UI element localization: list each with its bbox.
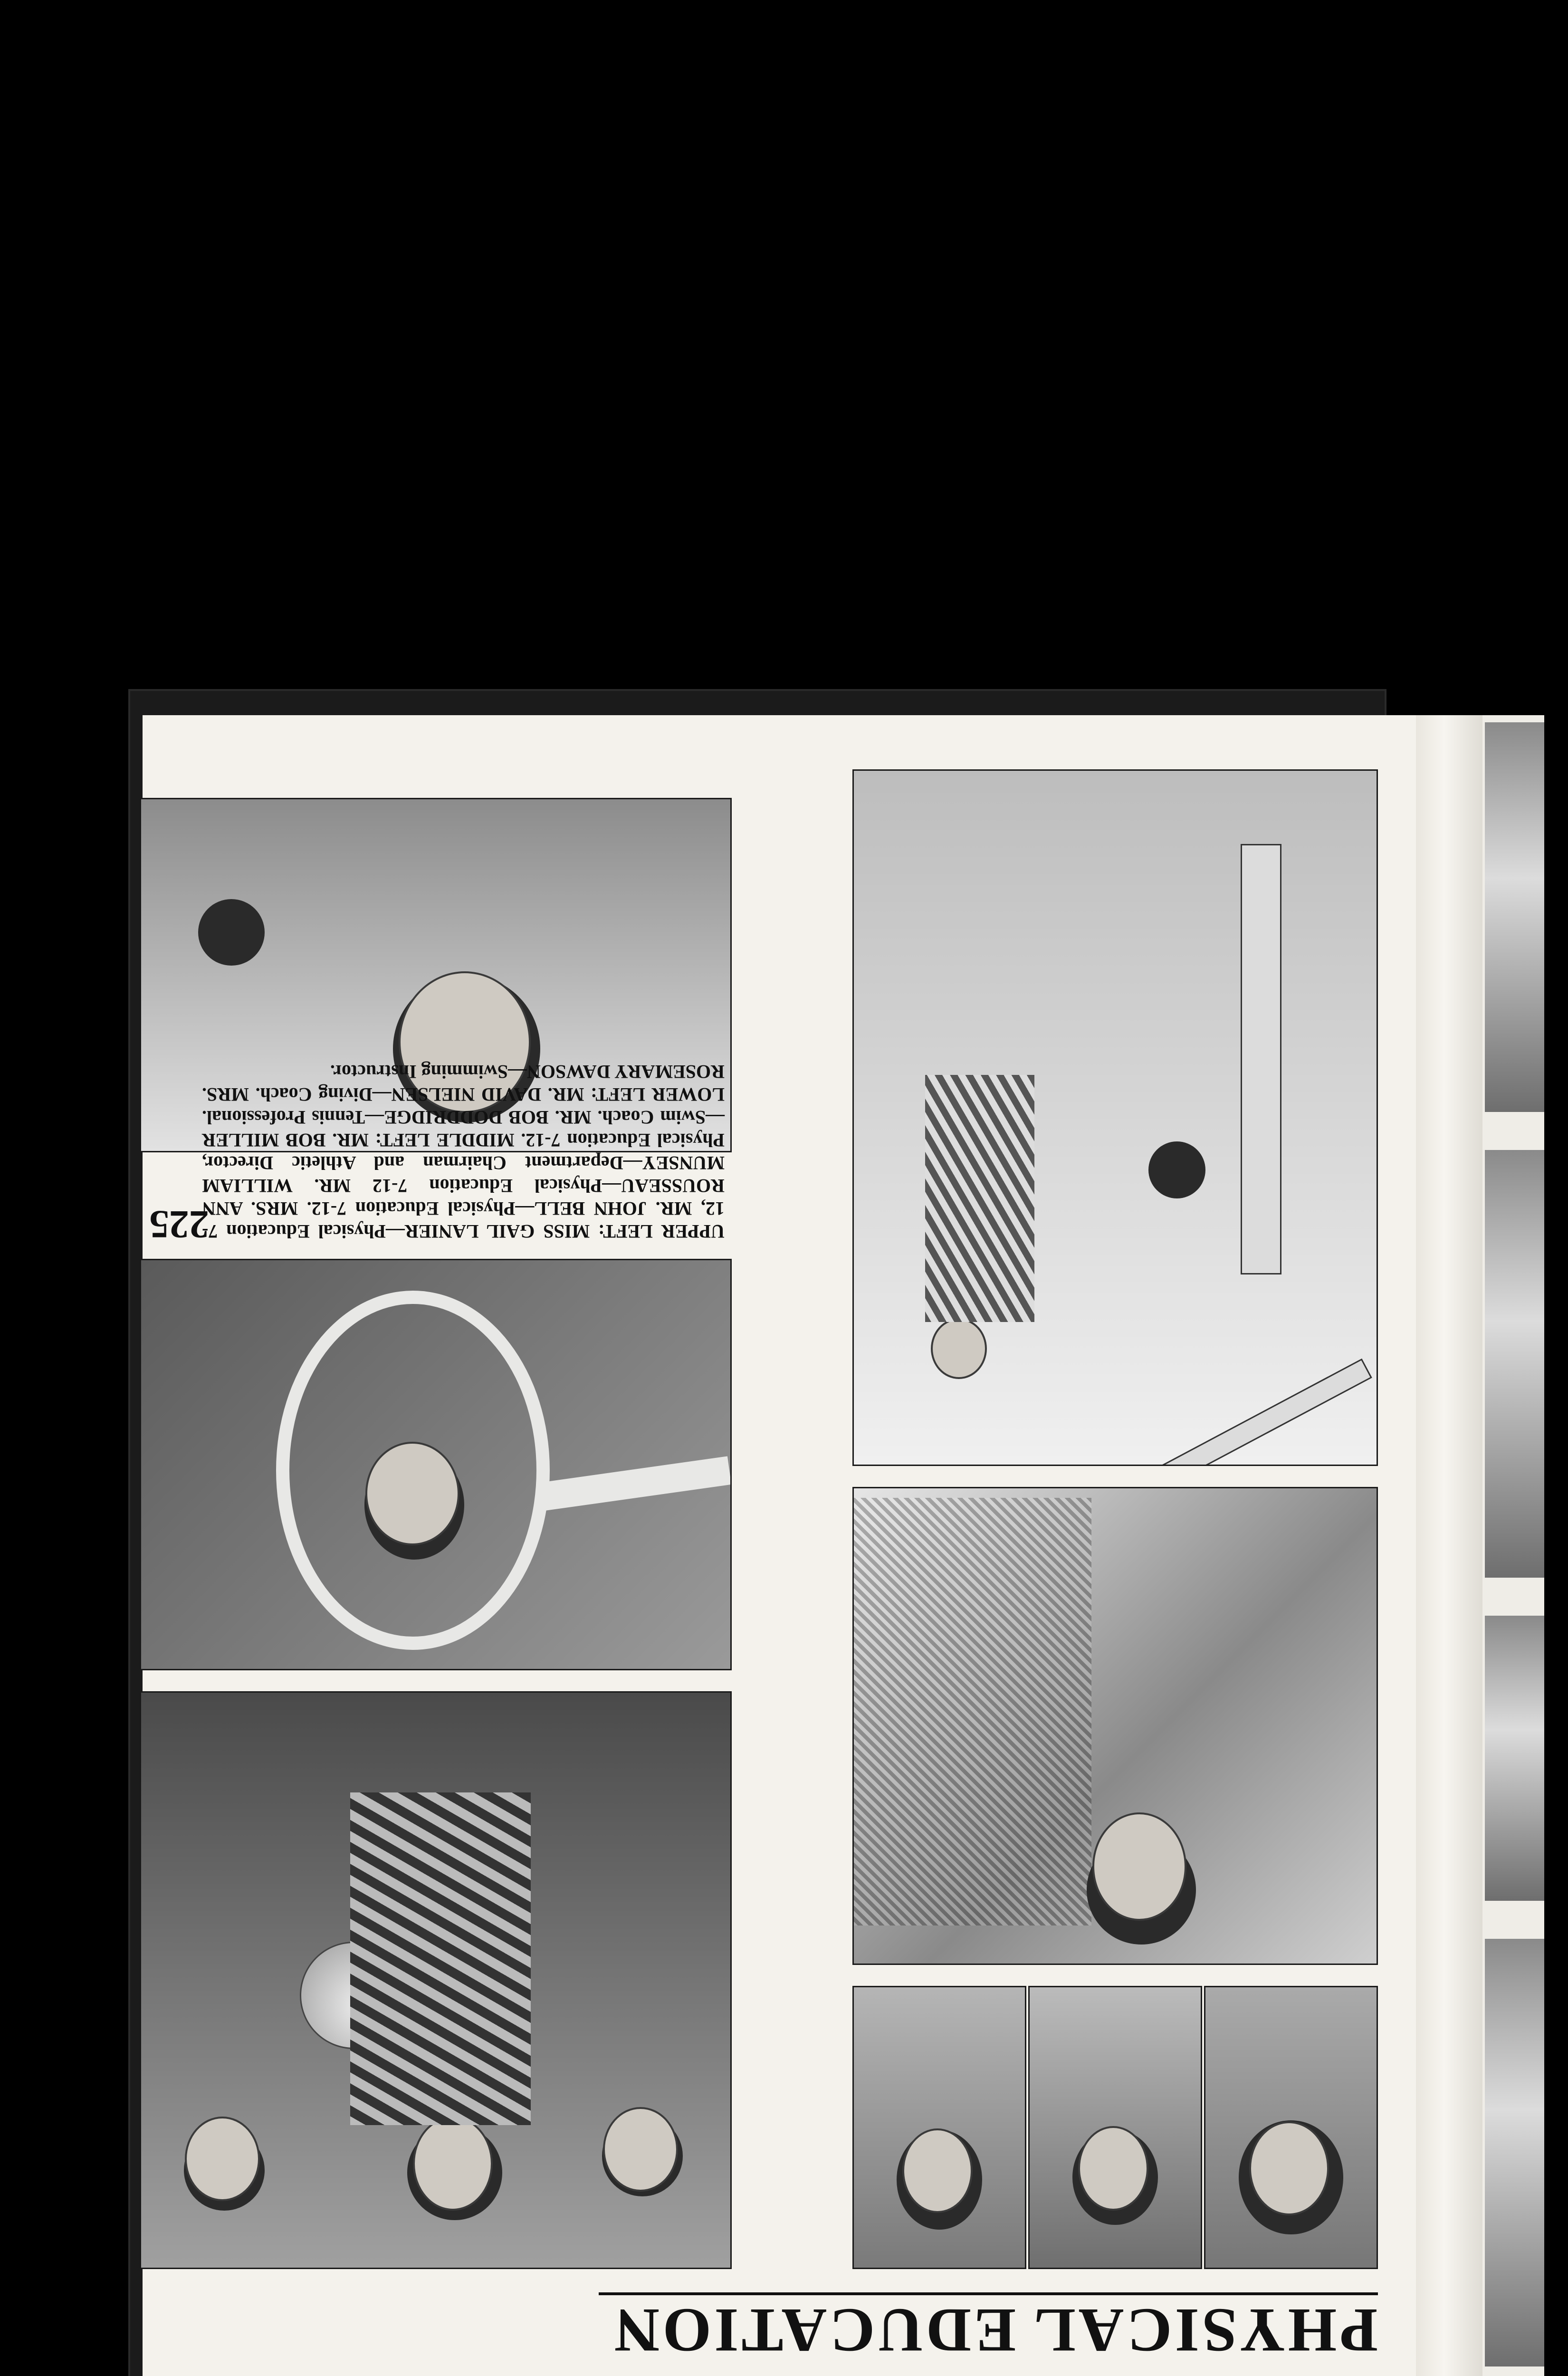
portrait-photo-bell <box>852 1986 1026 2269</box>
page-title-block <box>599 2292 1378 2366</box>
basketball-group-photo <box>140 1691 732 2269</box>
next-page-photo <box>1485 1939 1544 2366</box>
next-page-photo <box>1485 1150 1544 1578</box>
tennis-racket-photo <box>140 1259 732 1670</box>
rotated-page-content <box>143 715 1416 2376</box>
diving-coach-photo <box>852 769 1378 1466</box>
staff-caption: UPPER LEFT: MISS GAIL LANIER—Physical Education 7-12, MR. JOHN BELL—Physical Education 7-12. MRS. ANN ROUSSEAU—Physical Education 7-12 MR. WILLIAM MUNSEY—Department Chairman and Athletic Director, Physical Education 7-12. MIDDLE LEFT: MR. BOB MILLER—Swim Coach. MR. BOB DODDRIDGE—Tennis Professional. LOWER LEFT: MR. DAVID NIELSEN—Diving Coach. MRS. ROSEMARY DAWSON—Swimming Instructor. <box>202 1061 725 1242</box>
swim-coach-photo <box>852 1487 1378 1965</box>
portrait-photo-rousseau <box>1204 1986 1378 2269</box>
page-number: 225 <box>149 1202 209 1246</box>
next-page-photo <box>1485 722 1544 1112</box>
page-gutter <box>1416 715 1487 2376</box>
next-page-photo <box>1485 1616 1544 1901</box>
portrait-photo-munsey <box>1028 1986 1202 2269</box>
page-title: PHYSICAL EDUCATION <box>612 2296 1378 2366</box>
